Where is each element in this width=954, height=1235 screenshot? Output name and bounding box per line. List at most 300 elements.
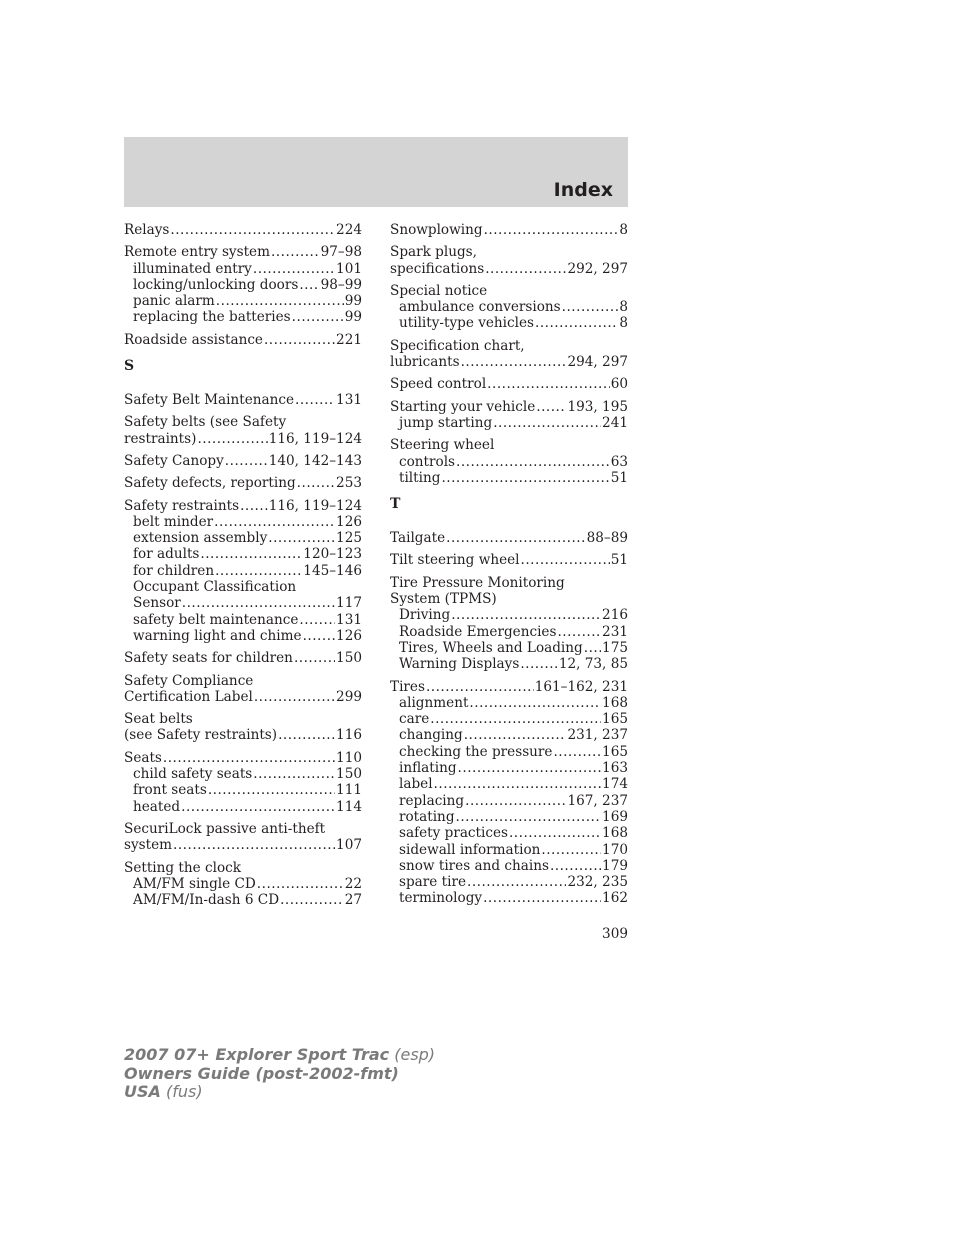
dot-leader <box>303 628 335 644</box>
footer-line-2 <box>124 1065 435 1084</box>
page-reference: 101 <box>336 260 362 277</box>
page-reference: 107 <box>336 837 362 854</box>
page-reference: 292, 297 <box>567 260 628 277</box>
dot-leader <box>292 309 344 325</box>
dot-leader <box>225 453 268 469</box>
index-term: restraints) <box>124 430 197 447</box>
index-term: sidewall information <box>399 841 541 858</box>
index-term: Spark plugs, <box>390 244 477 261</box>
index-line <box>124 711 362 727</box>
footer-model-code: (esp) <box>389 1045 436 1064</box>
dot-leader <box>553 744 601 760</box>
index-subentry <box>390 640 628 656</box>
index-term: Safety seats for children <box>124 650 293 667</box>
page-reference: 116 <box>336 727 362 744</box>
page-reference: 145–146 <box>303 562 362 579</box>
dot-leader <box>451 607 601 623</box>
dot-leader <box>467 874 566 890</box>
page-reference: 165 <box>602 743 628 760</box>
index-entry <box>390 222 628 238</box>
index-term: replacing <box>399 792 465 809</box>
footer-model: 2007 07+ Explorer Sport Trac <box>124 1045 390 1064</box>
footer-line-1 <box>124 1046 435 1065</box>
index-entry <box>124 673 362 706</box>
page-reference: 99 <box>344 309 362 326</box>
index-term: System (TPMS) <box>390 591 497 608</box>
index-line <box>390 338 628 354</box>
page-reference: 131 <box>336 392 362 409</box>
dot-leader <box>297 475 335 491</box>
page-reference: 165 <box>602 711 628 728</box>
index-line <box>390 679 628 695</box>
index-subentry <box>390 825 628 841</box>
index-subentry <box>124 579 362 595</box>
dot-leader <box>197 431 267 447</box>
dot-leader <box>430 711 601 727</box>
page-reference: 126 <box>336 627 362 644</box>
index-line <box>124 222 362 238</box>
index-entry <box>124 475 362 491</box>
index-subentry <box>390 874 628 890</box>
index-subentry <box>124 766 362 782</box>
index-term: changing <box>399 727 463 744</box>
dot-leader <box>562 299 619 315</box>
page-reference: 63 <box>610 453 628 470</box>
index-term: Setting the clock <box>124 859 241 876</box>
index-entry <box>390 575 628 673</box>
index-term: heated <box>133 798 181 815</box>
index-term: tilting <box>399 469 441 486</box>
index-line <box>124 860 362 876</box>
footer-line-3 <box>124 1083 435 1102</box>
index-subentry <box>124 293 362 309</box>
dot-leader <box>557 624 601 640</box>
page-reference: 60 <box>610 376 628 393</box>
index-subentry <box>390 776 628 792</box>
index-subentry <box>124 628 362 644</box>
index-term: warning light and chime <box>133 627 302 644</box>
index-term: for adults <box>133 546 200 563</box>
index-entry <box>390 552 628 568</box>
page-reference: 224 <box>336 222 362 238</box>
dot-leader <box>181 799 335 815</box>
page-reference: 51 <box>610 552 628 569</box>
index-term: alignment <box>399 694 469 711</box>
dot-leader <box>550 858 601 874</box>
page-reference: 98–99 <box>320 276 362 293</box>
index-term: Remote entry system <box>124 244 270 261</box>
page-reference: 8 <box>619 299 628 316</box>
index-term: controls <box>399 453 456 470</box>
index-term: locking/unlocking doors <box>133 276 299 293</box>
page-reference: 22 <box>344 875 362 892</box>
dot-leader <box>483 890 601 906</box>
page-reference: 51 <box>610 469 628 486</box>
index-subentry <box>390 842 628 858</box>
index-entry <box>390 679 628 907</box>
dot-leader <box>240 498 268 514</box>
index-entry <box>390 530 628 546</box>
index-term: extension assembly <box>133 530 268 547</box>
index-term: Roadside Emergencies <box>399 623 557 640</box>
index-term: Relays <box>124 222 170 238</box>
index-entry <box>390 244 628 277</box>
dot-leader <box>461 354 567 370</box>
index-entry <box>124 711 362 744</box>
index-line <box>124 332 362 348</box>
index-term: Warning Displays <box>399 656 520 673</box>
index-term: Safety belts (see Safety <box>124 414 287 431</box>
index-line <box>390 575 628 591</box>
index-term: Special notice <box>390 282 488 299</box>
index-term: Steering wheel <box>390 437 495 454</box>
index-entry <box>124 860 362 909</box>
index-line <box>124 392 362 408</box>
index-entry <box>124 453 362 469</box>
dot-leader <box>465 793 566 809</box>
page-reference: 116, 119–124 <box>268 430 362 447</box>
index-term: Driving <box>399 607 451 624</box>
dot-leader <box>173 837 335 853</box>
dot-leader <box>456 809 602 825</box>
index-term: ambulance conversions <box>399 299 561 316</box>
page-reference: 216 <box>602 607 628 624</box>
dot-leader <box>299 277 319 293</box>
dot-leader <box>426 679 534 695</box>
index-subentry <box>124 514 362 530</box>
footer-market: USA <box>124 1082 161 1101</box>
dot-leader <box>446 530 585 546</box>
dot-leader <box>268 530 335 546</box>
dot-leader <box>299 612 335 628</box>
page-reference: 126 <box>336 513 362 530</box>
index-entry <box>124 498 362 645</box>
dot-leader <box>215 563 302 579</box>
index-line <box>390 283 628 299</box>
index-line <box>124 453 362 469</box>
footer-guide: Owners Guide (post-2002-fmt) <box>124 1063 399 1083</box>
index-line <box>124 414 362 430</box>
page-reference: 241 <box>602 414 628 431</box>
page-reference: 114 <box>336 798 362 815</box>
index-entry <box>390 283 628 332</box>
dot-leader <box>200 546 302 562</box>
index-entry <box>124 650 362 666</box>
page-reference: 163 <box>602 760 628 777</box>
index-subentry <box>390 727 628 743</box>
page-reference: 162 <box>602 890 628 907</box>
index-term: Specification chart, <box>390 337 525 354</box>
index-subentry <box>390 809 628 825</box>
index-term: belt minder <box>133 513 214 530</box>
page-reference: 299 <box>336 688 362 705</box>
page-reference: 140, 142–143 <box>268 452 362 469</box>
index-line <box>390 354 628 370</box>
index-entry <box>390 338 628 371</box>
index-term: spare tire <box>399 874 466 891</box>
index-line <box>124 244 362 260</box>
dot-leader <box>520 656 558 672</box>
index-line <box>124 475 362 491</box>
dot-leader <box>182 595 335 611</box>
index-subentry <box>124 261 362 277</box>
dot-leader <box>254 689 335 705</box>
index-term: safety practices <box>399 825 508 842</box>
index-term: front seats <box>133 782 207 799</box>
dot-leader <box>216 293 344 309</box>
dot-leader <box>493 415 601 431</box>
index-term: specifications <box>390 260 485 277</box>
page-reference: 231 <box>602 623 628 640</box>
index-line <box>390 222 628 238</box>
page-reference: 168 <box>602 825 628 842</box>
index-subentry <box>124 782 362 798</box>
index-term: Seats <box>124 749 162 766</box>
index-subentry <box>390 624 628 640</box>
dot-leader <box>464 727 567 743</box>
page-reference: 294, 297 <box>567 354 628 371</box>
index-subentry <box>390 793 628 809</box>
index-subentry <box>124 595 362 611</box>
page-reference: 8 <box>619 315 628 332</box>
index-term: utility-type vehicles <box>399 315 535 332</box>
dot-leader <box>535 315 618 331</box>
index-entry <box>124 821 362 854</box>
index-subentry <box>390 470 628 486</box>
index-term: rotating <box>399 808 455 825</box>
index-term: Starting your vehicle <box>390 398 536 415</box>
index-entry <box>124 750 362 815</box>
page-reference: 174 <box>602 776 628 793</box>
dot-leader <box>541 842 601 858</box>
index-term: Sensor <box>133 595 181 612</box>
index-term: child safety seats <box>133 766 253 783</box>
page-reference: 168 <box>602 694 628 711</box>
index-term: lubricants <box>390 354 460 371</box>
index-term: inflating <box>399 760 457 777</box>
dot-leader <box>208 782 335 798</box>
index-entry <box>124 244 362 325</box>
index-term: Safety Compliance <box>124 672 254 689</box>
dot-leader <box>484 222 619 238</box>
index-subentry <box>390 607 628 623</box>
index-term: Safety Canopy <box>124 452 224 469</box>
section-letter: T <box>390 496 401 513</box>
page-reference: 221 <box>336 331 362 348</box>
index-subentry <box>124 277 362 293</box>
index-term: Tire Pressure Monitoring <box>390 574 565 591</box>
index-subentry <box>124 309 362 325</box>
index-subentry <box>390 744 628 760</box>
index-entry <box>124 332 362 348</box>
page-reference: 131 <box>336 611 362 628</box>
index-entry <box>390 437 628 486</box>
footer-market-code: (fus) <box>160 1082 203 1101</box>
dot-leader <box>271 244 320 260</box>
index-line <box>390 376 628 392</box>
dot-leader <box>536 399 566 415</box>
index-subentry <box>390 415 628 431</box>
index-line <box>124 750 362 766</box>
index-line <box>390 591 628 607</box>
index-line <box>124 821 362 837</box>
page-reference: 116, 119–124 <box>268 497 362 514</box>
page-reference: 88–89 <box>586 530 628 547</box>
header-band <box>124 137 628 207</box>
page-reference: 110 <box>336 749 362 766</box>
page-reference: 12, 73, 85 <box>558 656 628 673</box>
index-term: (see Safety restraints) <box>124 727 278 744</box>
index-line <box>390 437 628 453</box>
dot-leader <box>456 454 610 470</box>
page-reference: 161–162, 231 <box>534 678 628 695</box>
page-reference: 117 <box>336 595 362 612</box>
dot-leader <box>509 825 601 841</box>
index-line <box>124 689 362 705</box>
section-letter: S <box>124 358 135 375</box>
page-title: Index <box>553 179 613 201</box>
index-term: Tires <box>390 678 425 695</box>
dot-leader <box>278 727 335 743</box>
index-term: care <box>399 711 430 728</box>
dot-leader <box>253 766 335 782</box>
index-term: Certification Label <box>124 688 253 705</box>
index-line <box>124 498 362 514</box>
dot-leader <box>264 332 335 348</box>
index-term: checking the pressure <box>399 743 553 760</box>
index-line <box>124 650 362 666</box>
index-term: Snowplowing <box>390 222 483 238</box>
index-column-right <box>390 222 628 907</box>
dot-leader <box>584 640 601 656</box>
index-line <box>390 399 628 415</box>
index-term: Occupant Classification <box>133 579 297 596</box>
index-subentry <box>390 695 628 711</box>
index-line <box>124 673 362 689</box>
index-term: SecuriLock passive anti-theft <box>124 820 326 837</box>
dot-leader <box>295 392 335 408</box>
index-subentry <box>124 546 362 562</box>
index-subentry <box>124 563 362 579</box>
index-term: snow tires and chains <box>399 857 549 874</box>
page-reference: 120–123 <box>303 546 362 563</box>
page-reference: 253 <box>336 475 362 492</box>
index-term: Safety restraints <box>124 497 240 514</box>
index-term: terminology <box>399 890 483 907</box>
index-subentry <box>390 890 628 906</box>
page-reference: 167, 237 <box>567 792 628 809</box>
index-term: Safety Belt Maintenance <box>124 392 295 409</box>
page-reference: 8 <box>619 222 628 238</box>
index-subentry <box>390 454 628 470</box>
index-entry <box>124 222 362 238</box>
dot-leader <box>280 892 344 908</box>
dot-leader <box>521 552 610 568</box>
dot-leader <box>485 261 566 277</box>
index-subentry <box>124 876 362 892</box>
dot-leader <box>294 650 335 666</box>
index-subentry <box>390 760 628 776</box>
index-line <box>390 261 628 277</box>
page-reference: 125 <box>336 530 362 547</box>
index-subentry <box>390 656 628 672</box>
index-subentry <box>390 858 628 874</box>
index-subentry <box>124 799 362 815</box>
index-entry <box>124 392 362 408</box>
page-reference: 175 <box>602 639 628 656</box>
index-line <box>124 727 362 743</box>
index-term: Tilt steering wheel <box>390 552 520 569</box>
dot-leader <box>458 760 602 776</box>
index-term: Speed control <box>390 376 487 393</box>
page-reference: 150 <box>336 766 362 783</box>
index-term: AM/FM/In-dash 6 CD <box>133 892 280 909</box>
index-term: Safety defects, reporting <box>124 475 296 492</box>
page-reference: 231, 237 <box>567 727 628 744</box>
page-reference: 170 <box>602 841 628 858</box>
index-entry <box>124 414 362 447</box>
index-subentry <box>390 299 628 315</box>
index-subentry <box>124 892 362 908</box>
index-term: replacing the batteries <box>133 309 291 326</box>
dot-leader <box>170 222 335 238</box>
index-term: label <box>399 776 433 793</box>
index-subentry <box>390 315 628 331</box>
index-line <box>390 552 628 568</box>
index-line <box>124 837 362 853</box>
dot-leader <box>253 261 335 277</box>
dot-leader <box>469 695 601 711</box>
index-term: AM/FM single CD <box>133 875 256 892</box>
dot-leader <box>214 514 335 530</box>
index-term: for children <box>133 562 215 579</box>
page-reference: 27 <box>344 892 362 909</box>
dot-leader <box>441 470 609 486</box>
index-term: illuminated entry <box>133 260 252 277</box>
page-reference: 179 <box>602 857 628 874</box>
page-reference: 232, 235 <box>567 874 628 891</box>
page-reference: 150 <box>336 650 362 667</box>
document-footer <box>124 1046 435 1102</box>
index-subentry <box>390 711 628 727</box>
index-entry <box>390 399 628 432</box>
dot-leader <box>163 750 335 766</box>
page-number: 309 <box>602 926 628 942</box>
index-line <box>124 431 362 447</box>
page-reference: 169 <box>602 808 628 825</box>
index-term: panic alarm <box>133 293 215 310</box>
index-term: system <box>124 837 173 854</box>
page-reference: 193, 195 <box>567 398 628 415</box>
index-subentry <box>124 612 362 628</box>
page-reference: 111 <box>336 782 362 799</box>
index-term: Tires, Wheels and Loading <box>399 639 583 656</box>
index-entry <box>390 376 628 392</box>
index-line <box>390 244 628 260</box>
dot-leader <box>487 376 610 392</box>
index-term: jump starting <box>399 414 493 431</box>
index-term: Roadside assistance <box>124 331 263 348</box>
index-line <box>390 530 628 546</box>
index-term: safety belt maintenance <box>133 611 299 628</box>
page-reference: 97–98 <box>320 244 362 261</box>
index-term: Seat belts <box>124 711 193 728</box>
index-term: Tailgate <box>390 530 446 547</box>
index-column-left <box>124 222 362 908</box>
dot-leader <box>434 776 602 792</box>
page-reference: 99 <box>344 293 362 310</box>
dot-leader <box>257 876 344 892</box>
